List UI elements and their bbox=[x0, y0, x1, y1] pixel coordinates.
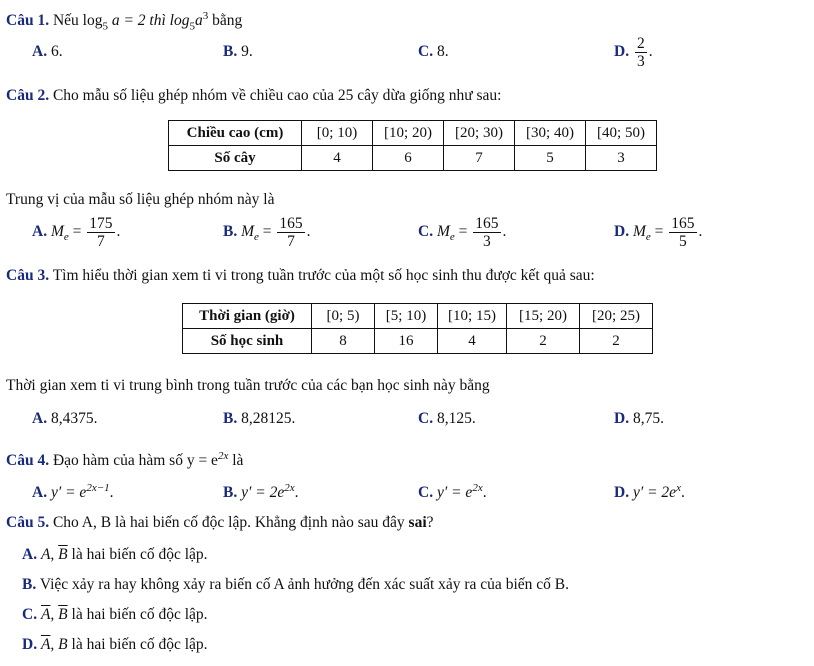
option-base: y′ = e bbox=[436, 484, 473, 502]
table-cell: 2 bbox=[507, 329, 580, 354]
q3-option-c[interactable] bbox=[418, 409, 476, 429]
q1-text-c: a = 2 thì log bbox=[111, 12, 190, 30]
option-bar-1: $\overline{A}$ bbox=[40, 606, 51, 623]
option-mid: , B bbox=[50, 636, 68, 653]
option-label: A. bbox=[32, 484, 48, 502]
numerator: 2 bbox=[636, 34, 645, 52]
q3-prompt: Thời gian xem ti vi trung bình trong tuần trước của các bạn học sinh này bằng bbox=[6, 377, 490, 394]
table-header-row bbox=[183, 304, 653, 329]
option-sup: 2x−1 bbox=[86, 482, 110, 494]
q5-text-b: ? bbox=[426, 514, 434, 531]
option-label: A. bbox=[32, 43, 48, 60]
q2-option-b[interactable]: B. $M_e$ = $\frac{165}{7}$ . bbox=[223, 214, 311, 250]
option-text: là hai biến cố độc lập. bbox=[67, 636, 208, 653]
q1-text-g: bằng bbox=[208, 12, 243, 30]
q3-table bbox=[182, 303, 653, 354]
table-cell: 16 bbox=[375, 329, 438, 354]
option-sup: x bbox=[676, 482, 681, 494]
q4-text-b: là bbox=[228, 452, 244, 470]
table-cell: [10; 15) bbox=[438, 304, 507, 329]
denominator: 5 bbox=[679, 232, 687, 250]
option-value: 8,28125. bbox=[241, 410, 296, 427]
q5-stem bbox=[6, 513, 434, 533]
fraction bbox=[473, 215, 500, 250]
q1-text-a: Nếu log bbox=[52, 12, 103, 30]
q2-option-a[interactable]: A. $M_e$ = $\frac{175}{7}$ . bbox=[32, 214, 121, 250]
option-value: 8,125. bbox=[436, 410, 476, 427]
q2-stem bbox=[6, 86, 502, 106]
denominator: 3 bbox=[483, 232, 491, 250]
option-label: C. bbox=[22, 606, 38, 623]
table-cell: Chiều cao (cm) bbox=[169, 121, 302, 146]
option-label: D. bbox=[614, 43, 630, 60]
q4-sup: 2x bbox=[217, 450, 229, 462]
q5-option-c[interactable] bbox=[22, 605, 208, 625]
median-symbol: M bbox=[436, 223, 450, 240]
median-symbol: M bbox=[241, 223, 255, 240]
option-tail: . bbox=[482, 484, 487, 502]
option-label: A. bbox=[32, 410, 48, 427]
q2-table bbox=[168, 120, 657, 171]
q3-option-a[interactable] bbox=[32, 409, 97, 429]
option-value: 9. bbox=[241, 43, 253, 60]
table-cell: Thời gian (giờ) bbox=[183, 304, 312, 329]
q3-option-b[interactable] bbox=[223, 409, 295, 429]
option-bar-2: $\overline{B}$ bbox=[58, 606, 68, 623]
equals: = bbox=[454, 223, 472, 240]
option-value: 6. bbox=[50, 43, 63, 60]
equals: = bbox=[68, 223, 86, 240]
table-cell: 2 bbox=[580, 329, 653, 354]
option-label: D. bbox=[614, 223, 630, 240]
denominator: 3 bbox=[636, 52, 645, 70]
table-cell: [0; 10) bbox=[302, 121, 373, 146]
option-sup: 2x bbox=[472, 482, 483, 494]
q1-option-d[interactable] bbox=[614, 34, 653, 70]
table-header-row bbox=[169, 121, 657, 146]
numerator: 165 bbox=[475, 214, 499, 232]
table-cell: Số cây bbox=[169, 146, 302, 171]
q3-text: Tìm hiểu thời gian xem ti vi trong tuần trước của một số học sinh thu được kết quả sau: bbox=[52, 267, 595, 284]
option-value: 8,75. bbox=[632, 410, 664, 427]
q1-option-a[interactable] bbox=[32, 42, 63, 62]
option-sup: 2x bbox=[284, 482, 295, 494]
q4-option-a[interactable] bbox=[32, 478, 114, 503]
q4-label: Câu 4. bbox=[6, 452, 50, 470]
q4-option-d[interactable] bbox=[614, 478, 685, 503]
fraction bbox=[87, 215, 114, 250]
option-text: là hai biến cố độc lập. bbox=[67, 546, 208, 563]
option-label: B. bbox=[22, 576, 37, 593]
option-label: C. bbox=[418, 223, 434, 240]
q1-sup: 3 bbox=[202, 10, 209, 22]
option-label: D. bbox=[614, 410, 630, 427]
option-label: C. bbox=[418, 43, 434, 60]
option-mid: , bbox=[50, 606, 59, 623]
table-cell: [10; 20) bbox=[373, 121, 444, 146]
q4-stem bbox=[6, 446, 243, 471]
q5-text-a: Cho A, B là hai biến cố độc lập. Khẳng định nào sau đây bbox=[52, 514, 409, 531]
option-tail: . bbox=[294, 484, 299, 502]
option-label: B. bbox=[223, 484, 238, 502]
table-cell: [40; 50) bbox=[586, 121, 657, 146]
median-symbol: M bbox=[632, 223, 646, 240]
option-tail: . bbox=[680, 484, 685, 502]
q4-option-c[interactable] bbox=[418, 478, 487, 503]
option-bar-1: $\overline{A}$ bbox=[40, 636, 51, 653]
median-sub: e bbox=[645, 231, 651, 244]
q4-option-b[interactable] bbox=[223, 478, 298, 503]
option-label: B. bbox=[223, 410, 238, 427]
q1-option-b[interactable] bbox=[223, 42, 253, 62]
denominator: 7 bbox=[97, 232, 105, 250]
q1-stem bbox=[6, 6, 242, 36]
table-cell: 4 bbox=[438, 329, 507, 354]
table-cell: [15; 20) bbox=[507, 304, 580, 329]
q3-label: Câu 3. bbox=[6, 267, 50, 284]
table-cell: [20; 25) bbox=[580, 304, 653, 329]
q5-option-d[interactable] bbox=[22, 635, 208, 655]
option-label: C. bbox=[418, 484, 434, 502]
q1-sub-1: 5 bbox=[102, 20, 108, 33]
q5-option-b[interactable] bbox=[22, 575, 569, 595]
option-text: Việc xảy ra hay không xảy ra biến cố A ảnh hưởng đến xác suất xảy ra của biến cố B. bbox=[39, 576, 569, 593]
q4-text-a: Đạo hàm của hàm số y = e bbox=[52, 452, 218, 470]
q2-label: Câu 2. bbox=[6, 87, 50, 104]
numerator: 165 bbox=[671, 214, 695, 232]
table-cell: [0; 5) bbox=[312, 304, 375, 329]
q5-label: Câu 5. bbox=[6, 514, 50, 531]
median-sub: e bbox=[63, 231, 69, 244]
table-cell: 4 bbox=[302, 146, 373, 171]
table-cell: 8 bbox=[312, 329, 375, 354]
table-cell: [5; 10) bbox=[375, 304, 438, 329]
q1-label: Câu 1. bbox=[6, 12, 50, 30]
denominator: 7 bbox=[287, 232, 295, 250]
table-cell: 5 bbox=[515, 146, 586, 171]
table-row bbox=[183, 329, 653, 354]
option-pre: A, bbox=[40, 546, 59, 563]
table-row bbox=[169, 146, 657, 171]
option-label: A. bbox=[32, 223, 48, 240]
q2-text: Cho mẫu số liệu ghép nhóm về chiều cao của 25 cây dừa giống như sau: bbox=[52, 87, 502, 104]
median-sub: e bbox=[449, 231, 455, 244]
q2-option-d[interactable]: D. $M_e$ = $\frac{165}{5}$ . bbox=[614, 214, 703, 250]
table-cell: 7 bbox=[444, 146, 515, 171]
equals: = bbox=[650, 223, 668, 240]
option-base: y′ = e bbox=[50, 484, 87, 502]
option-tail: . bbox=[648, 43, 653, 60]
option-label: A. bbox=[22, 546, 38, 563]
table-cell: 3 bbox=[586, 146, 657, 171]
q2-option-c[interactable]: C. $M_e$ = $\frac{165}{3}$ . bbox=[418, 214, 507, 250]
fraction bbox=[635, 35, 647, 70]
numerator: 175 bbox=[89, 214, 113, 232]
option-label: D. bbox=[614, 484, 630, 502]
fraction bbox=[277, 215, 304, 250]
q3-stem bbox=[6, 266, 595, 286]
option-value: 8,4375. bbox=[50, 410, 98, 427]
table-cell: [30; 40) bbox=[515, 121, 586, 146]
option-value: 8. bbox=[436, 43, 449, 60]
table-cell: Số học sinh bbox=[183, 329, 312, 354]
q1-text-e: a bbox=[194, 12, 203, 30]
option-base: y′ = 2e bbox=[632, 484, 677, 502]
q2-prompt: Trung vị của mẫu số liệu ghép nhóm này là bbox=[6, 191, 275, 208]
option-label: B. bbox=[223, 223, 238, 240]
option-label: D. bbox=[22, 636, 38, 653]
equals: = bbox=[258, 223, 276, 240]
numerator: 165 bbox=[279, 214, 303, 232]
median-sub: e bbox=[254, 231, 259, 244]
median-symbol: M bbox=[50, 223, 64, 240]
q1-sub-2: 5 bbox=[189, 20, 195, 33]
table-cell: 6 bbox=[373, 146, 444, 171]
option-bar: $\overline{B}$ bbox=[58, 546, 68, 563]
q1-option-c[interactable] bbox=[418, 42, 449, 62]
option-text: là hai biến cố độc lập. bbox=[67, 606, 208, 623]
q5-option-a[interactable] bbox=[22, 545, 208, 565]
q5-text-bold: sai bbox=[408, 514, 427, 531]
table-cell: [20; 30) bbox=[444, 121, 515, 146]
option-tail: . bbox=[109, 484, 114, 502]
option-label: B. bbox=[223, 43, 238, 60]
q3-option-d[interactable] bbox=[614, 409, 664, 429]
option-base: y′ = 2e bbox=[241, 484, 285, 502]
option-label: C. bbox=[418, 410, 434, 427]
fraction bbox=[669, 215, 696, 250]
